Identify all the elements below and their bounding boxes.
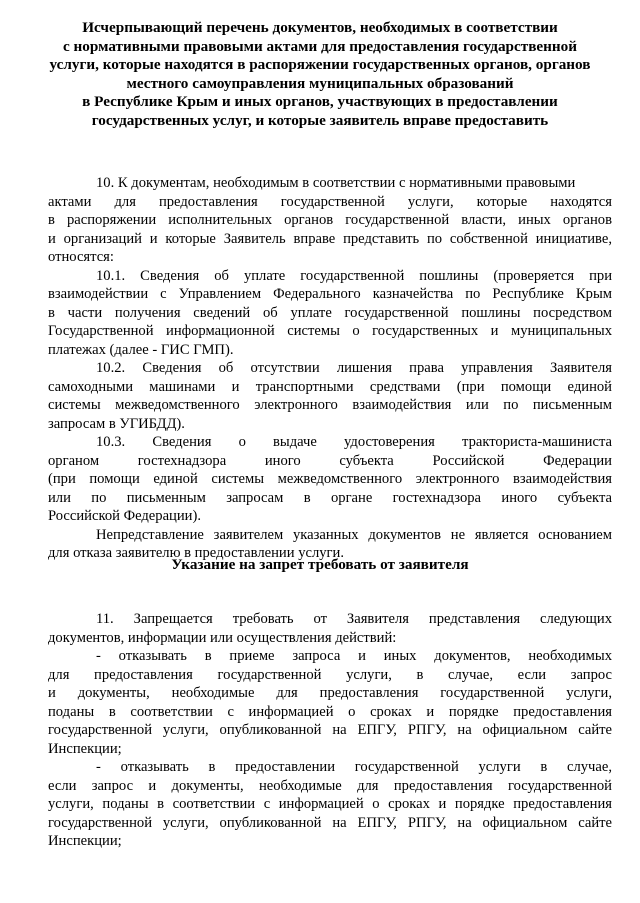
paragraph-line: или по письменным запросам в органе гостехнадзора иного субъекта — [48, 489, 612, 506]
item-10-3-paragraph — [48, 433, 612, 526]
paragraph-line: Российской Федерации). — [48, 508, 201, 524]
paragraph-line: органом гостехнадзора иного субъекта Российской Федерации — [48, 452, 612, 469]
paragraph-line: системы межведомственного электронного взаимодействия или по письменным — [48, 397, 612, 413]
paragraph-line: государственной услуги, опубликованной на ЕПГУ, РПГУ, на официальном сайте — [48, 814, 612, 831]
paragraph-line: 10.1. Сведения об уплате государственной пошлины (проверяется при — [96, 267, 612, 284]
paragraph-line: в части получения сведений об уплате государственной пошлины посредством — [48, 304, 612, 321]
paragraph-line: взаимодействии с Управлением Федерального казначейства по Республике Крым — [48, 286, 612, 302]
paragraph-line: для отказа заявителю в предоставлении услуги. — [48, 545, 344, 561]
paragraph-line: и организаций и которые Заявитель вправе представить по собственной инициативе, — [48, 230, 612, 247]
paragraph-line: (при помощи единой системы межведомственного электронного взаимодействия — [48, 471, 612, 487]
paragraph-line: если запрос и документы, необходимые для предоставления государственной — [48, 777, 612, 794]
paragraph-line: 11. Запрещается требовать от Заявителя представления следующих — [96, 611, 612, 627]
bullet-2-paragraph — [48, 758, 612, 851]
item-10-2-paragraph — [48, 359, 612, 433]
paragraph-line: - отказывать в приеме запроса и иных документов, необходимых — [96, 648, 612, 664]
paragraph-line: относятся: — [48, 249, 114, 265]
document-heading — [40, 19, 600, 131]
paragraph-line: в распоряжении исполнительных органов государственной власти, иных органов — [48, 212, 612, 228]
paragraph-line: поданы в соответствии с информацией о сроках и порядке предоставления — [48, 703, 612, 720]
paragraph-line: запросам в УГИБДД). — [48, 415, 185, 432]
paragraph-line: и документы, необходимые для предоставления государственной услуги, — [48, 685, 612, 701]
heading-line: в Республике Крым и иных органов, участвующих в предоставлении — [82, 93, 558, 111]
paragraph-line: платежах (далее - ГИС ГМП). — [48, 341, 234, 358]
heading-line: услуги, которые находятся в распоряжении государственных органов, органов — [49, 56, 591, 74]
paragraph-line: Инспекции; — [48, 740, 122, 757]
section-title: Указание на запрет требовать от заявителя — [171, 556, 469, 573]
paragraph-line: Государственной информационной системы о государственных и муниципальных — [48, 323, 612, 339]
paragraph-line: - отказывать в предоставлении государственной услуги в случае, — [96, 759, 612, 775]
paragraph-line: 10.2. Сведения об отсутствии лишения права управления Заявителя — [96, 360, 612, 376]
heading-line: государственных услуг, и которые заявитель вправе предоставить — [91, 111, 549, 129]
item-11-paragraph — [48, 610, 612, 647]
heading-line: местного самоуправления муниципальных образований — [126, 74, 514, 92]
item-10-paragraph — [48, 174, 612, 267]
paragraph-line: Непредставление заявителем указанных документов не является основанием — [96, 526, 612, 543]
item-10-1-paragraph — [48, 267, 612, 360]
heading-line: Исчерпывающий перечень документов, необходимых в соответствии — [82, 19, 558, 36]
paragraph-line: актами для предоставления государственной услуги, которые находятся — [48, 193, 612, 210]
paragraph-line: услуги, поданы в соответствии с информацией о сроках и порядке предоставления — [48, 796, 612, 812]
bullet-1-paragraph — [48, 647, 612, 758]
paragraph-line: документов, информации или осуществления действий: — [48, 629, 397, 646]
heading-line: с нормативными правовыми актами для предоставления государственной — [63, 37, 577, 55]
paragraph-line: государственной услуги, опубликованной на ЕПГУ, РПГУ, на официальном сайте — [48, 722, 612, 738]
paragraph-line: для предоставления государственной услуги, в случае, если запрос — [48, 666, 612, 683]
paragraph-line: 10.3. Сведения о выдаче удостоверения тракториста-машиниста — [96, 434, 612, 450]
paragraph-line: Инспекции; — [48, 833, 122, 849]
paragraph-line: 10. К документам, необходимым в соответствии с нормативными правовыми — [96, 175, 576, 191]
paragraph-line: самоходными машинами и транспортными средствами (при помощи единой — [48, 378, 612, 395]
